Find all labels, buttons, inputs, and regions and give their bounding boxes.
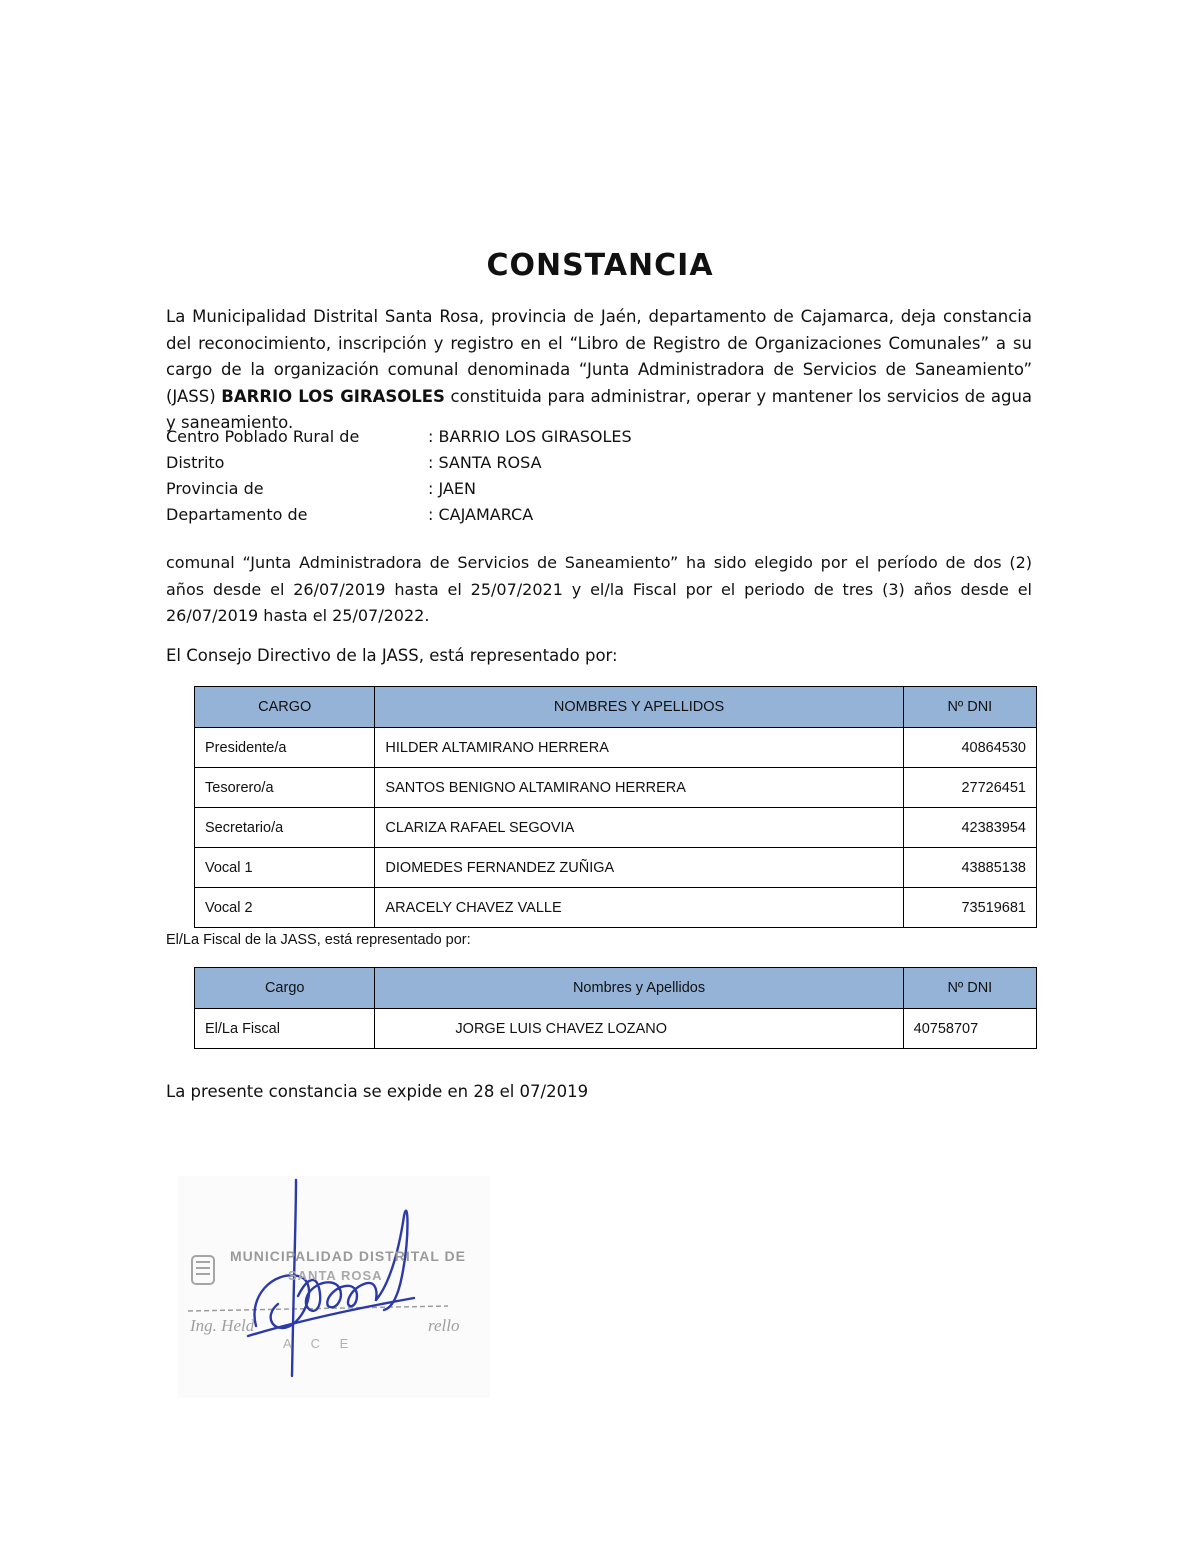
table-row (195, 888, 1037, 928)
info-row (166, 502, 632, 528)
intro-paragraph (166, 304, 1032, 437)
fiscal-heading: El/La Fiscal de la JASS, está representado por: (166, 932, 471, 948)
intro-text-1: La Municipalidad Distrital Santa Rosa, provincia de Jaén, departamento de Cajamarca, deja constancia del reconocimiento, inscripción y registro en el “Libro de Registro de Organizaciones Comunales” a su cargo de la organización comunal denominada “Junta Administradora de Servicios de Saneamiento” (JASS) (166, 307, 1032, 406)
cell-dni: 73519681 (903, 888, 1036, 928)
info-label: Departamento de (166, 505, 308, 524)
fiscal-table (194, 967, 1037, 1049)
table-row (195, 808, 1037, 848)
info-label: Provincia de (166, 479, 264, 498)
stamp-municipality: MUNICIPALIDAD DISTRITAL DE (230, 1248, 466, 1264)
document-title: CONSTANCIA (486, 248, 714, 283)
info-row (166, 476, 632, 502)
intro-bold-name: BARRIO LOS GIRASOLES (221, 386, 445, 406)
cell-cargo: Secretario/a (195, 808, 375, 848)
cell-nombre: HILDER ALTAMIRANO HERRERA (375, 728, 903, 768)
cell-cargo: Vocal 1 (195, 848, 375, 888)
table-row (195, 848, 1037, 888)
period-paragraph: comunal “Junta Administradora de Servicios de Saneamiento” ha sido elegido por el período de dos (2) años desde el 26/07/2019 hasta el 25/07/2021 y el/la Fiscal por el periodo de tres (3) años desde el 26/07/2019 hasta el 25/07/2022. (166, 553, 1032, 625)
cell-nombre: SANTOS BENIGNO ALTAMIRANO HERRERA (375, 768, 903, 808)
cell-cargo: Vocal 2 (195, 888, 375, 928)
header-dni: Nº DNI (903, 968, 1036, 1009)
cell-nombre: DIOMEDES FERNANDEZ ZUÑIGA (375, 848, 903, 888)
table-row (195, 728, 1037, 768)
cell-nombre: JORGE LUIS CHAVEZ LOZANO (375, 1009, 903, 1049)
header-cargo: Cargo (195, 968, 375, 1009)
signature-stamp (178, 1176, 490, 1398)
header-nombres: NOMBRES Y APELLIDOS (375, 687, 903, 728)
stamp-name-right: rello (428, 1316, 460, 1335)
cell-nombre: CLARIZA RAFAEL SEGOVIA (375, 808, 903, 848)
info-value: : JAEN (428, 479, 476, 498)
intro-text-2: constituida para administrar, operar y mantener los servicios de agua y saneamiento. (166, 386, 1033, 432)
info-row (166, 450, 632, 476)
location-info (166, 424, 632, 528)
cell-dni: 42383954 (903, 808, 1036, 848)
info-label: Centro Poblado Rural de (166, 427, 360, 446)
cell-cargo: Presidente/a (195, 728, 375, 768)
header-dni: Nº DNI (903, 687, 1036, 728)
cell-dni: 40758707 (903, 1009, 1036, 1049)
header-cargo: CARGO (195, 687, 375, 728)
info-row (166, 424, 632, 450)
issued-date-line: La presente constancia se expide en 28 el 07/2019 (166, 1082, 589, 1101)
info-value: : CAJAMARCA (428, 505, 534, 524)
table-header-row (195, 968, 1037, 1009)
consejo-directivo-heading: El Consejo Directivo de la JASS, está representado por: (166, 646, 618, 665)
stamp-district: SANTA ROSA (288, 1268, 383, 1283)
municipal-seal-icon (192, 1256, 214, 1284)
table-header-row (195, 687, 1037, 728)
info-value: : SANTA ROSA (428, 453, 542, 472)
cell-cargo: El/La Fiscal (195, 1009, 375, 1049)
info-value: : BARRIO LOS GIRASOLES (428, 427, 632, 446)
table-row (195, 768, 1037, 808)
cell-dni: 43885138 (903, 848, 1036, 888)
cell-nombre: ARACELY CHAVEZ VALLE (375, 888, 903, 928)
stamp-graphics (178, 1176, 490, 1398)
table-row (195, 1009, 1037, 1049)
cell-dni: 40864530 (903, 728, 1036, 768)
stamp-role: A C E (283, 1336, 357, 1351)
cell-cargo: Tesorero/a (195, 768, 375, 808)
cell-dni: 27726451 (903, 768, 1036, 808)
consejo-directivo-table (194, 686, 1037, 928)
header-nombres: Nombres y Apellidos (375, 968, 903, 1009)
info-label: Distrito (166, 453, 225, 472)
stamp-name-left: Ing. Held (190, 1316, 255, 1335)
